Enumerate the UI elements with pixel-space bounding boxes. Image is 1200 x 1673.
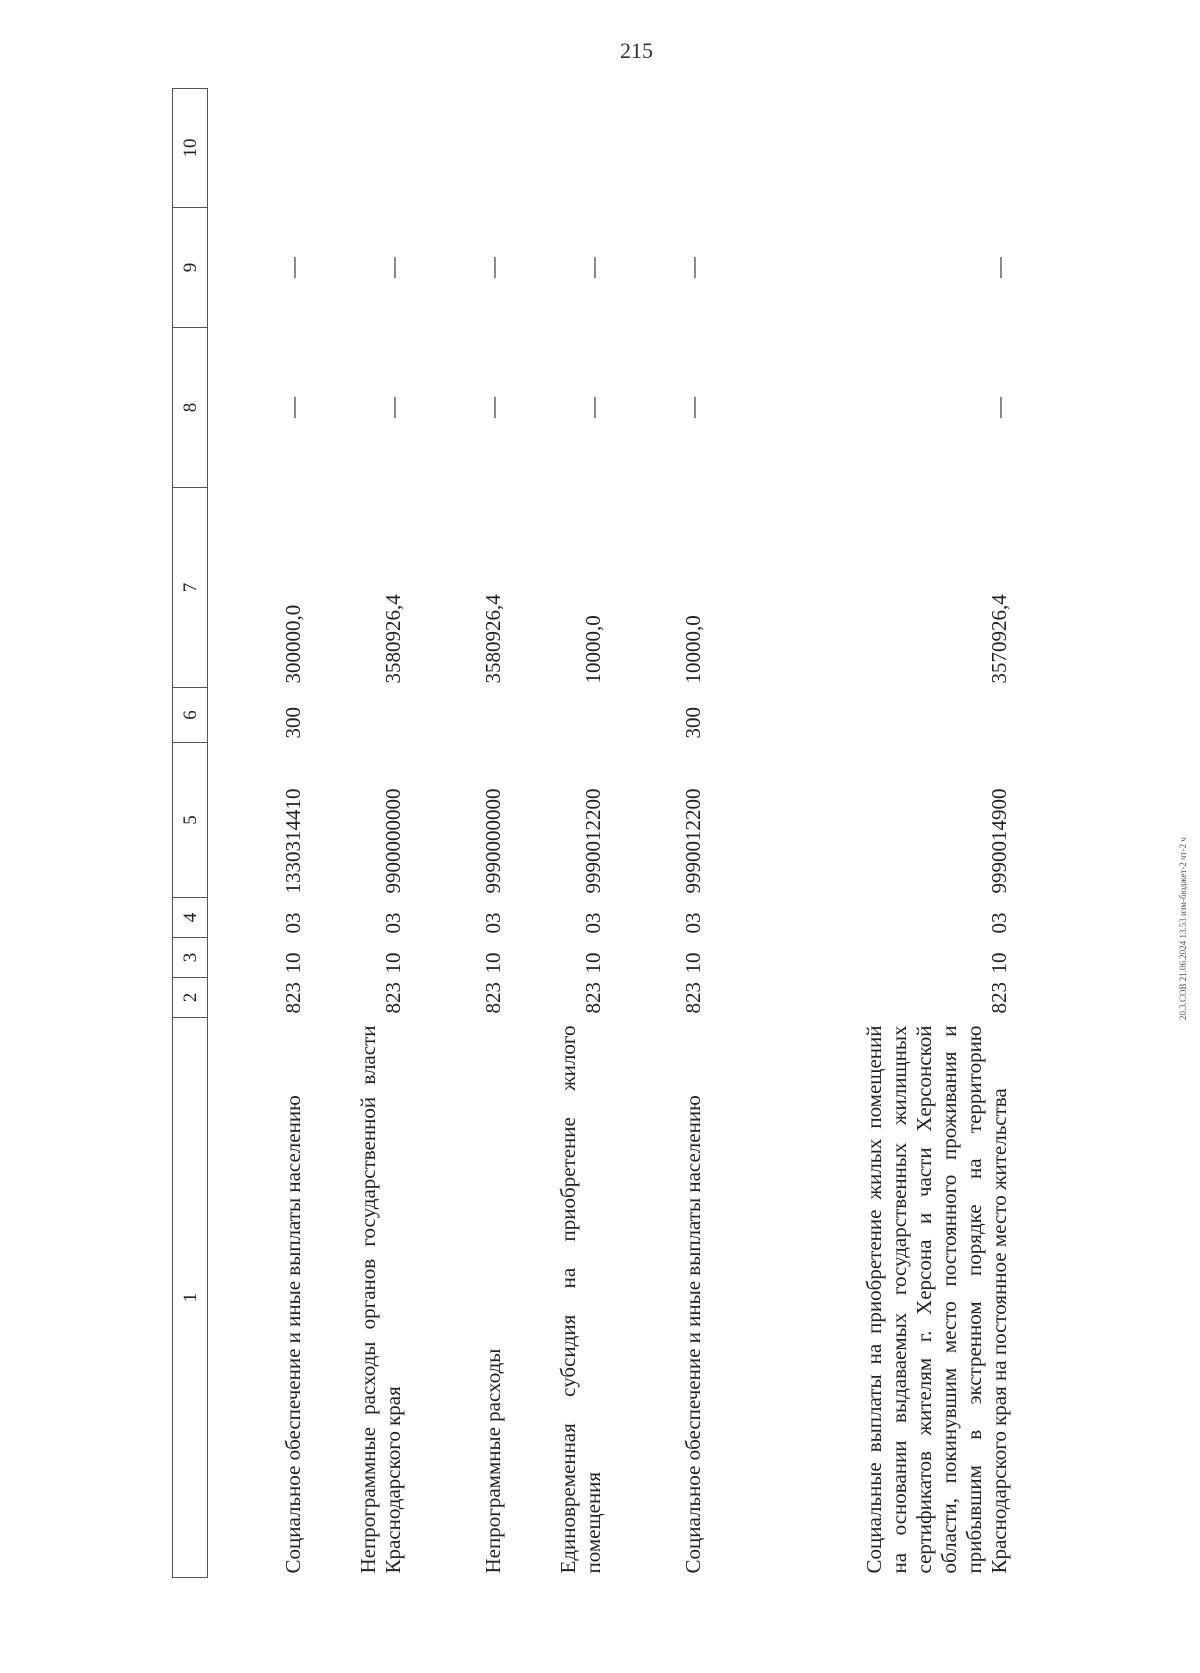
row-ved: 823 [987,982,1011,1014]
page-number: 215 [620,38,653,63]
header-col-5: 5 [173,743,208,898]
row-pr: 03 [581,912,605,934]
row-col9: — [481,397,505,418]
row-name: Непрограммные расходы [481,1348,505,1574]
row-col9: — [987,397,1011,418]
header-col-8: 8 [173,328,208,488]
row-vr [406,688,506,743]
row-ved: 823 [681,982,705,1014]
row-col10: — [281,257,305,278]
row-col10: — [987,257,1011,278]
row-rz: 10 [281,952,305,974]
header-col-4: 4 [173,898,208,938]
footer-stamp: 20.3.СОВ 21.06.2024 13.53 изм-бюджет-2 чт-2 ч [1178,837,1188,1020]
row-ved: 823 [581,982,605,1014]
row-rz: 10 [381,952,405,974]
table-row [406,89,506,1578]
row-rz: 10 [681,952,705,974]
row-vr [706,688,1012,743]
row-pr: 03 [281,912,305,934]
row-name: Социальное обеспечение и иные выплаты населению [681,1095,705,1574]
row-pr: 03 [681,912,705,934]
row-col10: — [381,257,405,278]
row-col9: — [281,397,305,418]
table-row [506,89,606,1578]
row-col9: — [381,397,405,418]
row-name: Социальное обеспечение и иные выплаты населению [281,1095,305,1574]
row-sum: 3580926,4 [481,594,505,684]
row-col10: — [581,257,605,278]
row-sum: 3570926,4 [987,594,1011,684]
table-row [306,89,406,1578]
row-ved: 823 [281,982,305,1014]
row-csr: 1330314410 [281,788,305,894]
row-ved: 823 [381,982,405,1014]
row-col10: — [681,257,705,278]
header-col-6: 6 [173,688,208,743]
row-csr: 9990014900 [987,788,1011,894]
header-col-3: 3 [173,938,208,978]
row-rz: 10 [581,952,605,974]
table-header-row [173,89,208,1578]
row-pr: 03 [987,912,1011,934]
row-sum: 10000,0 [681,615,705,684]
row-rz: 10 [987,952,1011,974]
row-vr [506,688,606,743]
row-name: Социальные выплаты на приобретение жилых помещений на основании выдаваемых государственных жилищных сертификатов жителям г. Херсона и части Херсонской области, покинувшим место постоянного проживания и прибывшим в экстренном порядке на территорию Краснодарского края на постоянное место жительства [862,1025,1011,1574]
header-col-1: 1 [173,1018,208,1578]
table-row [208,89,307,1578]
table-row [706,89,1012,1578]
table-row [606,89,706,1578]
row-name: Единовременная субсидия на приобретение жилого помещения [556,1025,605,1574]
row-vr [306,688,406,743]
header-col-10: 10 [173,89,208,208]
rotated-table-stage [172,88,1172,1578]
row-sum: 3580926,4 [381,594,405,684]
row-pr: 03 [381,912,405,934]
row-csr: 9990012200 [681,788,705,894]
row-pr: 03 [481,912,505,934]
row-col9: — [681,397,705,418]
row-vr: 300 [681,707,705,739]
row-name: Непрограммные расходы органов государственной власти Краснодарского края [356,1025,405,1574]
row-csr: 9900000000 [381,788,405,894]
row-sum: 300000,0 [281,604,305,684]
row-ved: 823 [481,982,505,1014]
row-col9: — [581,397,605,418]
header-col-2: 2 [173,978,208,1018]
header-col-7: 7 [173,488,208,688]
row-col10: — [481,257,505,278]
budget-table [172,88,1012,1578]
row-csr: 9990012200 [581,788,605,894]
header-col-9: 9 [173,208,208,328]
row-vr: 300 [281,707,305,739]
row-rz: 10 [481,952,505,974]
row-sum: 10000,0 [581,615,605,684]
row-csr: 9990000000 [481,788,505,894]
